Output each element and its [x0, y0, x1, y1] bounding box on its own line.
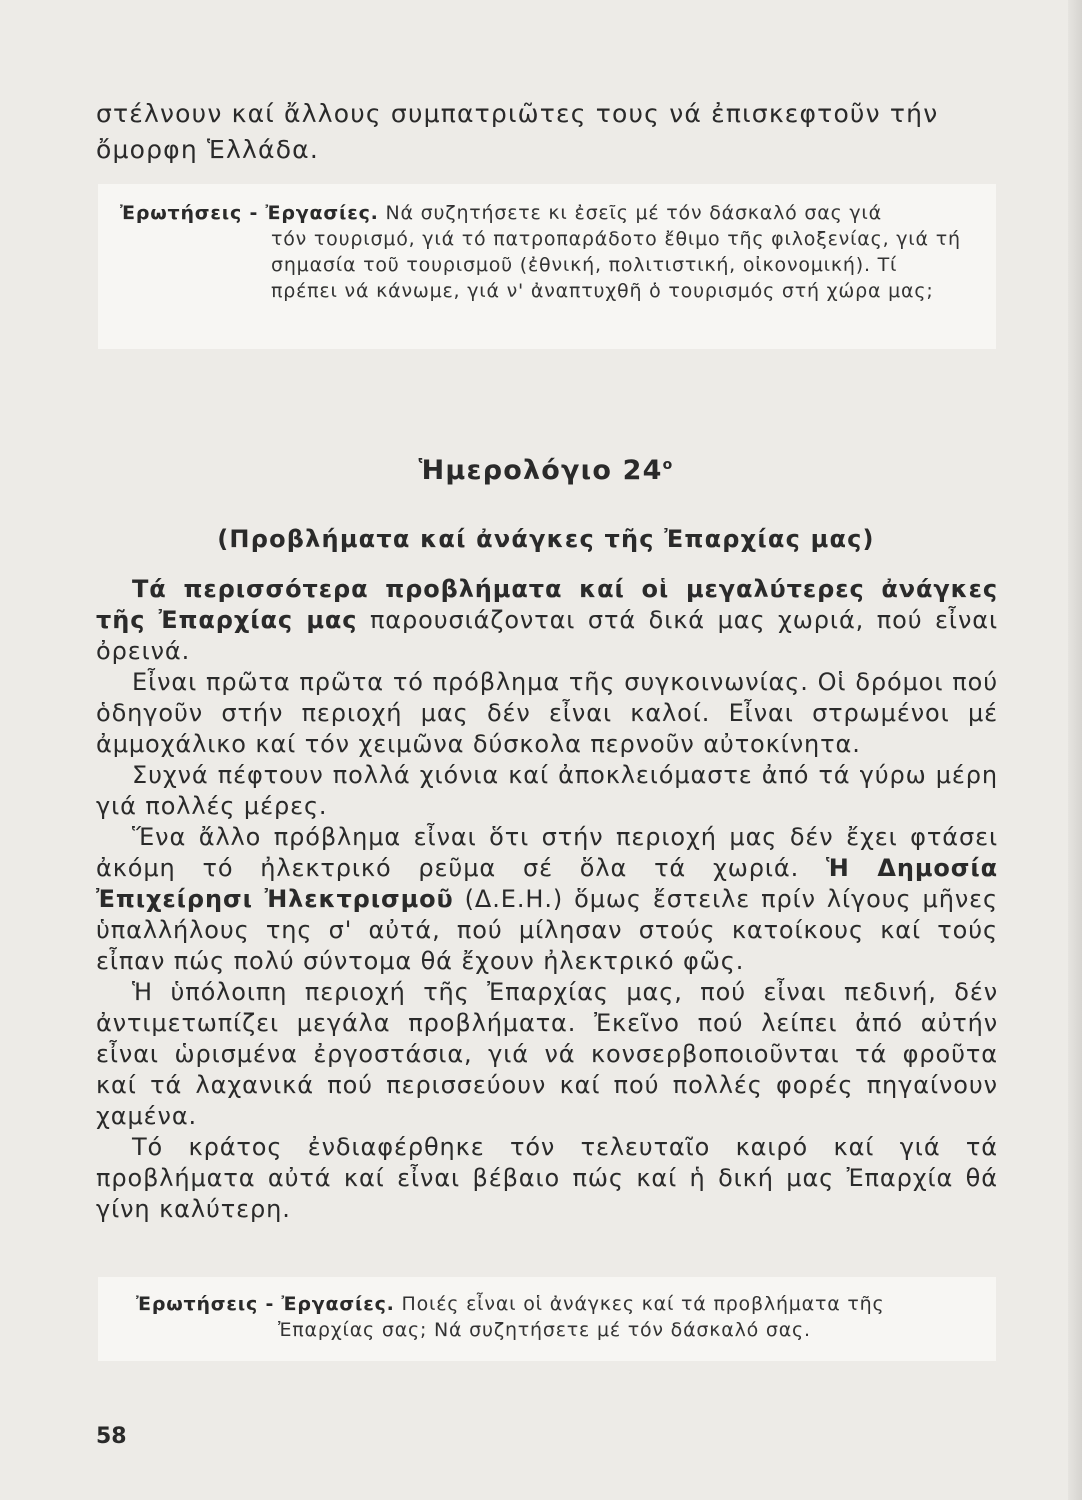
questions-text-2: [136, 1291, 976, 1343]
paragraph-4-after: (Δ.Ε.Η.) ὅμως ἔστειλε πρίν λίγους μῆνες ὑπαλλήλους της σ' αὐτά, πού μίλησαν στούς κατοίκους καί τούς εἶπαν πώς πολύ σύντομα θά ἔχουν ἠλεκτρικό φῶς.: [96, 885, 998, 975]
paragraph-1-bold: Τά περισσότερα προβλήματα καί οἱ μεγαλύτερες ἀνάγκες τῆς Ἐπαρχίας μας: [96, 575, 998, 634]
paragraph-2: Εἶναι πρῶτα πρῶτα τό πρόβλημα τῆς συγκοινωνίας. Οἱ δρόμοι πού ὁδηγοῦν στήν περιοχή μας δέν εἶναι καλοί. Εἶναι στρωμένοι μέ ἀμμοχάλικο καί τόν χειμῶνα δύσκολα περνοῦν αὐτοκίνητα.: [96, 668, 998, 758]
paragraph-4-bold: Ἡ Δημοσία Ἐπιχείρησι Ἠλεκτρισμοῦ: [96, 854, 999, 913]
diary-title: Ἡμερολόγιο 24: [418, 455, 663, 486]
paragraph-1: [96, 574, 998, 667]
paragraph-4-before: Ἕνα ἄλλο πρόβλημα εἶναι ὅτι στήν περιοχή μας δέν ἔχει φτάσει ἀκόμη τό ἠλεκτρικό ρεῦμα σέ ὅλα τά χωριά.: [96, 823, 998, 882]
questions-continuation-2: Ἐπαρχίας σας; Νά συζητήσετε μέ τόν δάσκαλό σας.: [278, 1319, 811, 1341]
diary-heading: [96, 455, 996, 486]
paragraph-1-text: παρουσιάζονται στά δικά μας χωριά, πού εἶναι ὀρεινά.: [96, 606, 998, 665]
page-number: 58: [96, 1424, 127, 1449]
questions-box-1: [98, 184, 996, 349]
diary-subheading: (Προβλήματα καί ἀνάγκες τῆς Ἐπαρχίας μας): [217, 525, 875, 553]
paragraph-4: [96, 822, 998, 977]
questions-first-line-1: Νά συζητήσετε κι ἐσεῖς μέ τόν δάσκαλό σας γιά: [385, 202, 882, 224]
paragraph-3: Συχνά πέφτουν πολλά χιόνια καί ἀποκλειόμαστε ἀπό τά γύρω μέρη γιά πολλές μέρες.: [96, 761, 998, 820]
paragraph-5: Ἡ ὑπόλοιπη περιοχή τῆς Ἐπαρχίας μας, πού εἶναι πεδινή, δέν ἀντιμετωπίζει μεγάλα προβλήματα. Ἐκεῖνο πού λείπει ἀπό αὐτήν εἶναι ὡρισμένα ἐργοστάσια, γιά νά κονσερβοποιοῦνται τά φροῦτα καί τά λαχανικά πού περισσεύουν καί πού πολλές φορές πηγαίνουν χαμένα.: [96, 978, 998, 1130]
questions-label-1: Ἐρωτήσεις - Ἐργασίες.: [120, 202, 379, 224]
paragraph-6: Τό κράτος ἐνδιαφέρθηκε τόν τελευταῖο καιρό καί γιά τά προβλήματα αὐτά καί εἶναι βέβαιο πώς καί ἡ δική μας Ἐπαρχία θά γίνη καλύτερη.: [96, 1133, 998, 1223]
intro-paragraph: στέλνουν καί ἄλλους συμπατριῶτες τους νά ἐπισκεφτοῦν τήν ὄμορφη Ἑλλάδα.: [96, 99, 939, 164]
diary-title-superscript: ο: [662, 457, 674, 473]
questions-text-1: [120, 200, 970, 304]
diary-body: [96, 574, 998, 1225]
questions-first-line-2: Ποιές εἶναι οἱ ἀνάγκες καί τά προβλήματα τῆς: [401, 1293, 885, 1315]
page-edge-shadow: [1068, 0, 1082, 1500]
questions-continuation-1: τόν τουρισμό, γιά τό πατροπαράδοτο ἔθιμο τῆς φιλοξενίας, γιά τή σημασία τοῦ τουρισμοῦ (ἐθνική, πολιτιστική, οἰκονομική). Τί πρέπει νά κάνωμε, γιά ν' ἀναπτυχθῆ ὁ τουρισμός στή χώρα μας;: [271, 228, 961, 302]
questions-label-2: Ἐρωτήσεις - Ἐργασίες.: [136, 1293, 395, 1315]
questions-box-2: [98, 1277, 996, 1361]
